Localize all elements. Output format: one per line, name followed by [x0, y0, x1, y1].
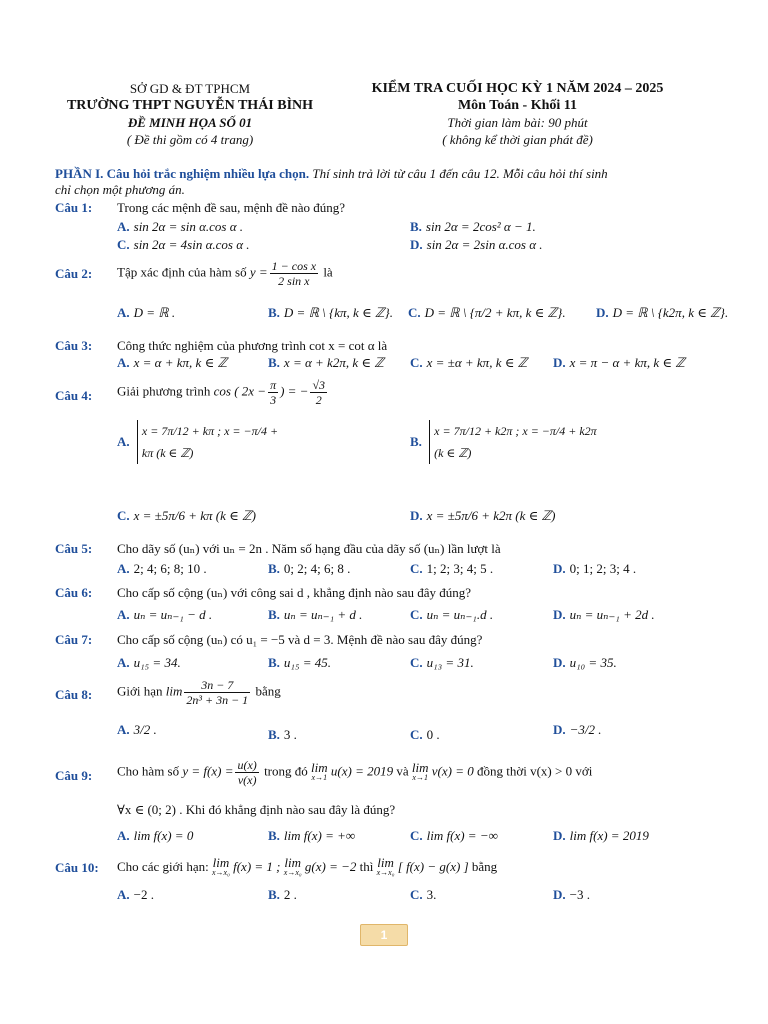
q9-option-b[interactable]: B. lim f(x) = +∞: [268, 828, 356, 843]
exam-title: KIỂM TRA CUỐI HỌC KỲ 1 NĂM 2024 – 2025: [371, 81, 664, 96]
q2-option-b[interactable]: B. D = ℝ \ {kπ, k ∈ ℤ}.: [268, 305, 393, 320]
q10-option-a[interactable]: A. −2 .: [117, 887, 154, 902]
q2-text: Tập xác định của hàm số y = $\frac{\text{1 − cos x}}{\text{2 sin x}}$ là: [117, 259, 333, 288]
q9-label: Câu 9:: [55, 768, 93, 783]
q7-option-c[interactable]: C. u₁₃ = 31.: [410, 655, 474, 670]
subject: Môn Toán - Khối 11: [457, 98, 578, 113]
q8-option-c[interactable]: C. 0 .: [410, 727, 440, 742]
part1-title: PHẦN I. Câu hỏi trắc nghiệm nhiều lựa chọn.: [55, 166, 310, 181]
time-note: ( không kể thời gian phát đề): [442, 132, 593, 147]
header-left: [40, 80, 340, 148]
q4-label: Câu 4:: [55, 388, 93, 403]
q1-label: Câu 1:: [55, 200, 93, 215]
page-count-note: ( Đề thi gồm có 4 trang): [126, 132, 254, 147]
q5-option-a[interactable]: A. 2; 4; 6; 8; 10 .: [117, 561, 207, 576]
q9-option-d[interactable]: D. lim f(x) = 2019: [553, 828, 649, 843]
q8-option-a[interactable]: A. 3/2 .: [117, 722, 157, 737]
q5-option-d[interactable]: D. 0; 1; 2; 3; 4 .: [553, 561, 637, 576]
time-limit: Thời gian làm bài: 90 phút: [447, 115, 588, 130]
page-number: 1: [360, 924, 408, 946]
q2-label: Câu 2:: [55, 266, 93, 281]
q10-text: Cho các giới hạn: lim x→x₀ f(x) = 1 ; lim x→x₀ g(x) = −2 thì lim x→x₀ [ f(x) − g(x) ] bằng: [117, 855, 498, 877]
q1-option-d[interactable]: D. sin 2α = 2sin α.cos α .: [410, 237, 543, 252]
q1-text: Trong các mệnh đề sau, mệnh đề nào đúng?: [117, 200, 346, 215]
q5-option-b[interactable]: B. 0; 2; 4; 6; 8 .: [268, 561, 351, 576]
q1-option-c[interactable]: C. sin 2α = 4sin α.cos α .: [117, 237, 250, 252]
q8-fraction: $\frac{3n - 7}{\text{2n³ + 3n − 1}}$: [186, 678, 249, 707]
q9-text-line2: ∀x ∈ (0; 2) . Khi đó khẳng định nào sau đây là đúng?: [117, 802, 396, 817]
q4-option-a[interactable]: A. x = 7π/12 + kπ ; x = −π/4 + kπ (k ∈ ℤ): [117, 420, 292, 464]
q3-option-b[interactable]: B. x = α + k2π, k ∈ ℤ: [268, 355, 384, 370]
q9-option-c[interactable]: C. lim f(x) = −∞: [410, 828, 498, 843]
q6-text: Cho cấp số cộng (uₙ) với công sai d , khẳng định nào sau đây đúng?: [117, 585, 472, 600]
q9-text: Cho hàm số y = f(x) = $\frac{u(x)}{v(x)}$ trong đó lim x→1 u(x) = 2019 và lim x→1 v(x) = 0 đồng thời v(x) > 0 với: [117, 758, 593, 787]
q1-option-b[interactable]: B. sin 2α = 2cos² α − 1.: [410, 219, 536, 234]
q5-option-c[interactable]: C. 1; 2; 3; 4; 5 .: [410, 561, 494, 576]
q3-label: Câu 3:: [55, 338, 93, 353]
q2-option-d[interactable]: D. D = ℝ \ {k2π, k ∈ ℤ}.: [596, 305, 729, 320]
q9-option-a[interactable]: A. lim f(x) = 0: [117, 828, 194, 843]
q3-option-a[interactable]: A. x = α + kπ, k ∈ ℤ: [117, 355, 228, 370]
header-right: [345, 80, 690, 148]
q7-option-b[interactable]: B. u₁₅ = 45.: [268, 655, 331, 670]
q7-option-d[interactable]: D. u₁₀ = 35.: [553, 655, 617, 670]
q3-option-d[interactable]: D. x = π − α + kπ, k ∈ ℤ: [553, 355, 685, 370]
q6-option-c[interactable]: C. uₙ = uₙ₋₁.d .: [410, 607, 494, 622]
q5-label: Câu 5:: [55, 541, 93, 556]
q7-label: Câu 7:: [55, 632, 93, 647]
q4-option-d[interactable]: D. x = ±5π/6 + k2π (k ∈ ℤ): [410, 508, 556, 523]
q6-label: Câu 6:: [55, 585, 93, 600]
q1-option-a[interactable]: A. sin 2α = sin α.cos α .: [117, 219, 244, 234]
q10-option-c[interactable]: C. 3.: [410, 887, 437, 902]
q4-option-b-system: x = 7π/12 + k2π ; x = −π/4 + k2π (k ∈ ℤ): [429, 420, 599, 464]
q3-text: Công thức nghiệm của phương trình cot x = cot α là: [117, 338, 388, 353]
school-name: TRƯỜNG THPT NGUYỄN THÁI BÌNH: [66, 98, 314, 113]
q3-option-c[interactable]: C. x = ±α + kπ, k ∈ ℤ: [410, 355, 528, 370]
q6-option-a[interactable]: A. uₙ = uₙ₋₁ − d .: [117, 607, 213, 622]
q4-option-c[interactable]: C. x = ±5π/6 + kπ (k ∈ ℤ): [117, 508, 256, 523]
q7-option-a[interactable]: A. u₁₅ = 34.: [117, 655, 181, 670]
q5-text: Cho dãy số (uₙ) với uₙ = 2n . Năm số hạng đầu của dãy số (uₙ) lần lượt là: [117, 541, 501, 556]
part1-instruction-cont: chỉ chọn một phương án.: [55, 182, 185, 197]
q8-label: Câu 8:: [55, 687, 93, 702]
q4-option-b[interactable]: B. x = 7π/12 + k2π ; x = −π/4 + k2π (k ∈ ℤ): [410, 420, 599, 464]
q4-option-a-system: x = 7π/12 + kπ ; x = −π/4 + kπ (k ∈ ℤ): [137, 420, 292, 464]
q6-option-d[interactable]: D. uₙ = uₙ₋₁ + 2d .: [553, 607, 655, 622]
part1-instruction: Thí sinh trả lời từ câu 1 đến câu 12. Mỗi câu hỏi thí sinh: [312, 166, 608, 181]
q8-text: Giới hạn lim $\frac{3n - 7}{\text{2n³ + 3n − 1}}$ bằng: [117, 678, 281, 707]
q2-option-c[interactable]: C. D = ℝ \ {π/2 + kπ, k ∈ ℤ}.: [408, 305, 566, 320]
exam-code: ĐỀ MINH HỌA SỐ 01: [127, 115, 253, 130]
q10-option-b[interactable]: B. 2 .: [268, 887, 297, 902]
q6-option-b[interactable]: B. uₙ = uₙ₋₁ + d .: [268, 607, 363, 622]
q4-text: Giải phương trình cos ( 2x − $\frac{\pi}{3}$ ) = − $\frac{√3}{2}$: [117, 378, 326, 407]
q8-option-d[interactable]: D. −3/2 .: [553, 722, 602, 737]
q8-option-b[interactable]: B. 3 .: [268, 727, 297, 742]
department: SỞ GD & ĐT TPHCM: [129, 81, 251, 96]
q10-label: Câu 10:: [55, 860, 99, 875]
part1-heading: [55, 166, 715, 198]
q7-text: Cho cấp số cộng (uₙ) có u₁ = −5 và d = 3. Mệnh đề nào sau đây đúng?: [117, 632, 483, 647]
q2-option-a[interactable]: A. D = ℝ .: [117, 305, 176, 320]
q10-option-d[interactable]: D. −3 .: [553, 887, 590, 902]
q2-fraction: $\frac{\text{1 − cos x}}{\text{2 sin x}}$: [271, 259, 317, 288]
